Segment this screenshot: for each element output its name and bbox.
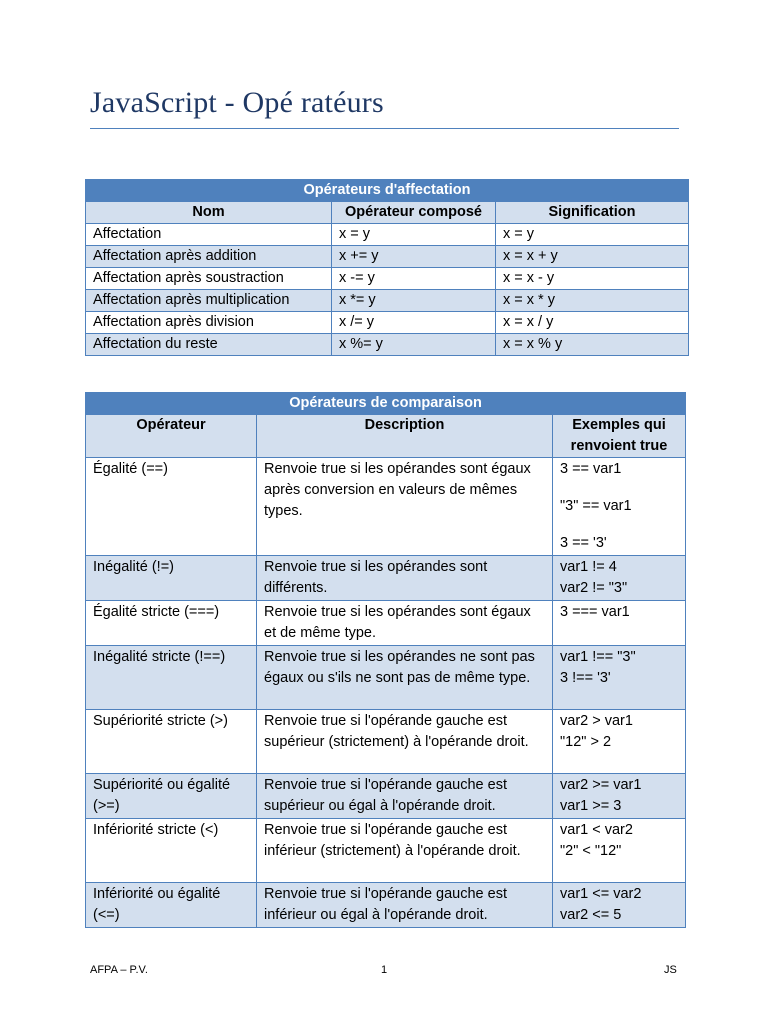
title-underline: [90, 128, 679, 129]
spacer: [560, 517, 678, 533]
comparaison-header-description: Description: [257, 415, 553, 458]
table-row: [86, 458, 686, 556]
table-row: [86, 224, 689, 246]
spacer: [560, 480, 678, 496]
example-line: var1 >= 3: [560, 798, 622, 814]
affectation-nom: Affectation après addition: [86, 246, 332, 268]
comparaison-description: Renvoie true si l'opérande gauche est supérieur ou égal à l'opérande droit.: [257, 774, 553, 819]
example-line: var1 !== "3": [560, 649, 636, 665]
table-row: [86, 646, 686, 710]
table-row: [86, 290, 689, 312]
affectation-signification: x = x - y: [496, 268, 689, 290]
affectation-operateur: x -= y: [332, 268, 496, 290]
comparaison-operateur: Inégalité stricte (!==): [86, 646, 257, 710]
affectation-nom: Affectation du reste: [86, 334, 332, 356]
comparaison-exemples: [553, 819, 686, 883]
comparaison-exemples: [553, 458, 686, 556]
example-line: var1 < var2: [560, 822, 633, 838]
comparaison-description: Renvoie true si les opérandes sont égaux après conversion en valeurs de mêmes types.: [257, 458, 553, 556]
comparaison-description: Renvoie true si les opérandes sont égaux et de même type.: [257, 601, 553, 646]
comparaison-description: Renvoie true si l'opérande gauche est inférieur (strictement) à l'opérande droit.: [257, 819, 553, 883]
comparaison-description: Renvoie true si les opérandes ne sont pas égaux ou s'ils ne sont pas de même type.: [257, 646, 553, 710]
affectation-operateur: x *= y: [332, 290, 496, 312]
comparaison-exemples: [553, 601, 686, 646]
comparaison-operateur: Supériorité ou égalité (>=): [86, 774, 257, 819]
comparaison-operateur: Égalité (==): [86, 458, 257, 556]
affectation-table: [85, 179, 689, 356]
comparaison-exemples: [553, 646, 686, 710]
affectation-nom: Affectation après division: [86, 312, 332, 334]
comparaison-header-exemples: Exemples qui renvoient true: [553, 415, 686, 458]
example-line: var2 >= var1: [560, 777, 642, 793]
table-row: [86, 556, 686, 601]
affectation-nom: Affectation: [86, 224, 332, 246]
example-line: 3 !== '3': [560, 670, 611, 686]
table-row: [86, 710, 686, 774]
affectation-nom: Affectation après soustraction: [86, 268, 332, 290]
table-row: [86, 268, 689, 290]
example-line: var2 != "3": [560, 580, 628, 596]
example-line: 3 == '3': [560, 535, 607, 551]
table-row: [86, 601, 686, 646]
example-line: var2 <= 5: [560, 907, 622, 923]
affectation-signification: x = x % y: [496, 334, 689, 356]
example-line: var2 > var1: [560, 713, 633, 729]
comparaison-operateur: Infériorité ou égalité (<=): [86, 883, 257, 928]
example-line: "3" == var1: [560, 498, 632, 514]
footer-right: JS: [664, 964, 677, 976]
affectation-nom: Affectation après multiplication: [86, 290, 332, 312]
comparaison-exemples: [553, 556, 686, 601]
example-line: 3 == var1: [560, 461, 622, 477]
comparaison-caption: Opérateurs de comparaison: [86, 393, 686, 415]
comparaison-description: Renvoie true si l'opérande gauche est inférieur ou égal à l'opérande droit.: [257, 883, 553, 928]
affectation-operateur: x += y: [332, 246, 496, 268]
affectation-signification: x = y: [496, 224, 689, 246]
page-title: JavaScript - Opé ratéurs: [90, 86, 384, 119]
affectation-header-operateur: Opérateur composé: [332, 202, 496, 224]
affectation-signification: x = x / y: [496, 312, 689, 334]
table-row: [86, 883, 686, 928]
table-row: [86, 334, 689, 356]
footer-page-number: 1: [381, 964, 388, 976]
comparaison-exemples: [553, 710, 686, 774]
affectation-caption: Opérateurs d'affectation: [86, 180, 689, 202]
table-row: [86, 819, 686, 883]
comparaison-description: Renvoie true si l'opérande gauche est supérieur (strictement) à l'opérande droit.: [257, 710, 553, 774]
comparaison-exemples: [553, 774, 686, 819]
comparaison-operateur: Infériorité stricte (<): [86, 819, 257, 883]
affectation-signification: x = x * y: [496, 290, 689, 312]
footer-left: AFPA – P.V.: [90, 964, 148, 976]
comparaison-exemples: [553, 883, 686, 928]
comparaison-operateur: Supériorité stricte (>): [86, 710, 257, 774]
table-row: [86, 312, 689, 334]
comparaison-description: Renvoie true si les opérandes sont différents.: [257, 556, 553, 601]
affectation-operateur: x %= y: [332, 334, 496, 356]
affectation-operateur: x /= y: [332, 312, 496, 334]
example-line: "12" > 2: [560, 734, 612, 750]
example-line: "2" < "12": [560, 843, 622, 859]
affectation-header-nom: Nom: [86, 202, 332, 224]
affectation-signification: x = x + y: [496, 246, 689, 268]
affectation-header-signification: Signification: [496, 202, 689, 224]
comparaison-header-operateur: Opérateur: [86, 415, 257, 458]
affectation-operateur: x = y: [332, 224, 496, 246]
table-row: [86, 246, 689, 268]
example-line: var1 != 4: [560, 559, 617, 575]
comparaison-operateur: Égalité stricte (===): [86, 601, 257, 646]
table-row: [86, 774, 686, 819]
comparaison-operateur: Inégalité (!=): [86, 556, 257, 601]
comparaison-table: [85, 392, 686, 928]
example-line: 3 === var1: [560, 604, 630, 620]
example-line: var1 <= var2: [560, 886, 642, 902]
